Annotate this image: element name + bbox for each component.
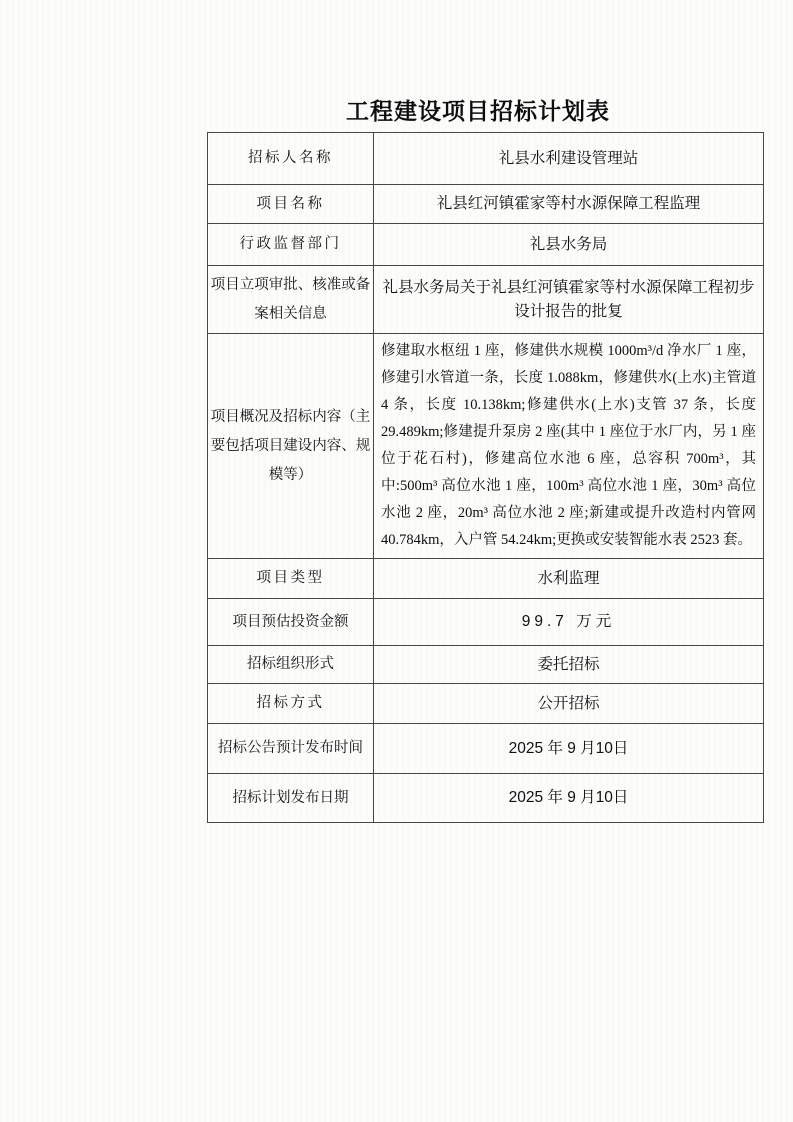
page-title: 工程建设项目招标计划表 (346, 98, 610, 124)
label-project-type: 项目类型 (208, 559, 374, 599)
table-row (208, 599, 764, 646)
table-row (208, 559, 764, 599)
table-row (208, 334, 764, 559)
label-organization-form: 招标组织形式 (208, 646, 374, 684)
label-supervising-department: 行政监督部门 (208, 224, 374, 266)
value-organization-form: 委托招标 (374, 646, 764, 684)
bidding-plan-table (207, 132, 764, 823)
value-project-overview: 修建取水枢纽 1 座，修建供水规模 1000m³/d 净水厂 1 座，修建引水管道一条，长度 1.088km，修建供水(上水)主管道 4 条，长度 10.138km;修建供水(上水)支管 37 条，长度 29.489km;修建提升泵房 2 座(其中 1 座位于水厂内，另 1 座位于花石村)，修建高位水池 6 座，总容积 700m³，其中:500m³ 高位水池 1 座，100m³ 高位水池 1 座，30m³ 高位水池 2 座，20m³ 高位水池 2 座;新建或提升改造村内管网 40.784km，入户管 54.24km;更换或安装智能水表 2523 套。 (374, 334, 764, 559)
value-project-name: 礼县红河镇霍家等村水源保障工程监理 (374, 185, 764, 224)
value-estimated-investment: 99.7 万元 (374, 599, 764, 646)
table-row (208, 774, 764, 823)
value-project-type: 水利监理 (374, 559, 764, 599)
label-approval-info: 项目立项审批、核准或备案相关信息 (208, 266, 374, 334)
label-project-overview: 项目概况及招标内容（主要包括项目建设内容、规模等） (208, 334, 374, 559)
value-supervising-department: 礼县水务局 (374, 224, 764, 266)
label-estimated-investment: 项目预估投资金额 (208, 599, 374, 646)
table-row (208, 133, 764, 185)
label-bidding-method: 招标方式 (208, 684, 374, 724)
table-row (208, 724, 764, 774)
value-bidding-method: 公开招标 (374, 684, 764, 724)
value-announcement-date: 2025 年 9 月10日 (374, 724, 764, 774)
table-row (208, 646, 764, 684)
label-project-name: 项目名称 (208, 185, 374, 224)
label-announcement-date: 招标公告预计发布时间 (208, 724, 374, 774)
label-tenderer-name: 招标人名称 (208, 133, 374, 185)
table-row (208, 185, 764, 224)
label-plan-publish-date: 招标计划发布日期 (208, 774, 374, 823)
table-row (208, 224, 764, 266)
value-approval-info: 礼县水务局关于礼县红河镇霍家等村水源保障工程初步设计报告的批复 (374, 266, 764, 334)
table-row (208, 684, 764, 724)
value-plan-publish-date: 2025 年 9 月10日 (374, 774, 764, 823)
table-row (208, 266, 764, 334)
value-tenderer-name: 礼县水利建设管理站 (374, 133, 764, 185)
